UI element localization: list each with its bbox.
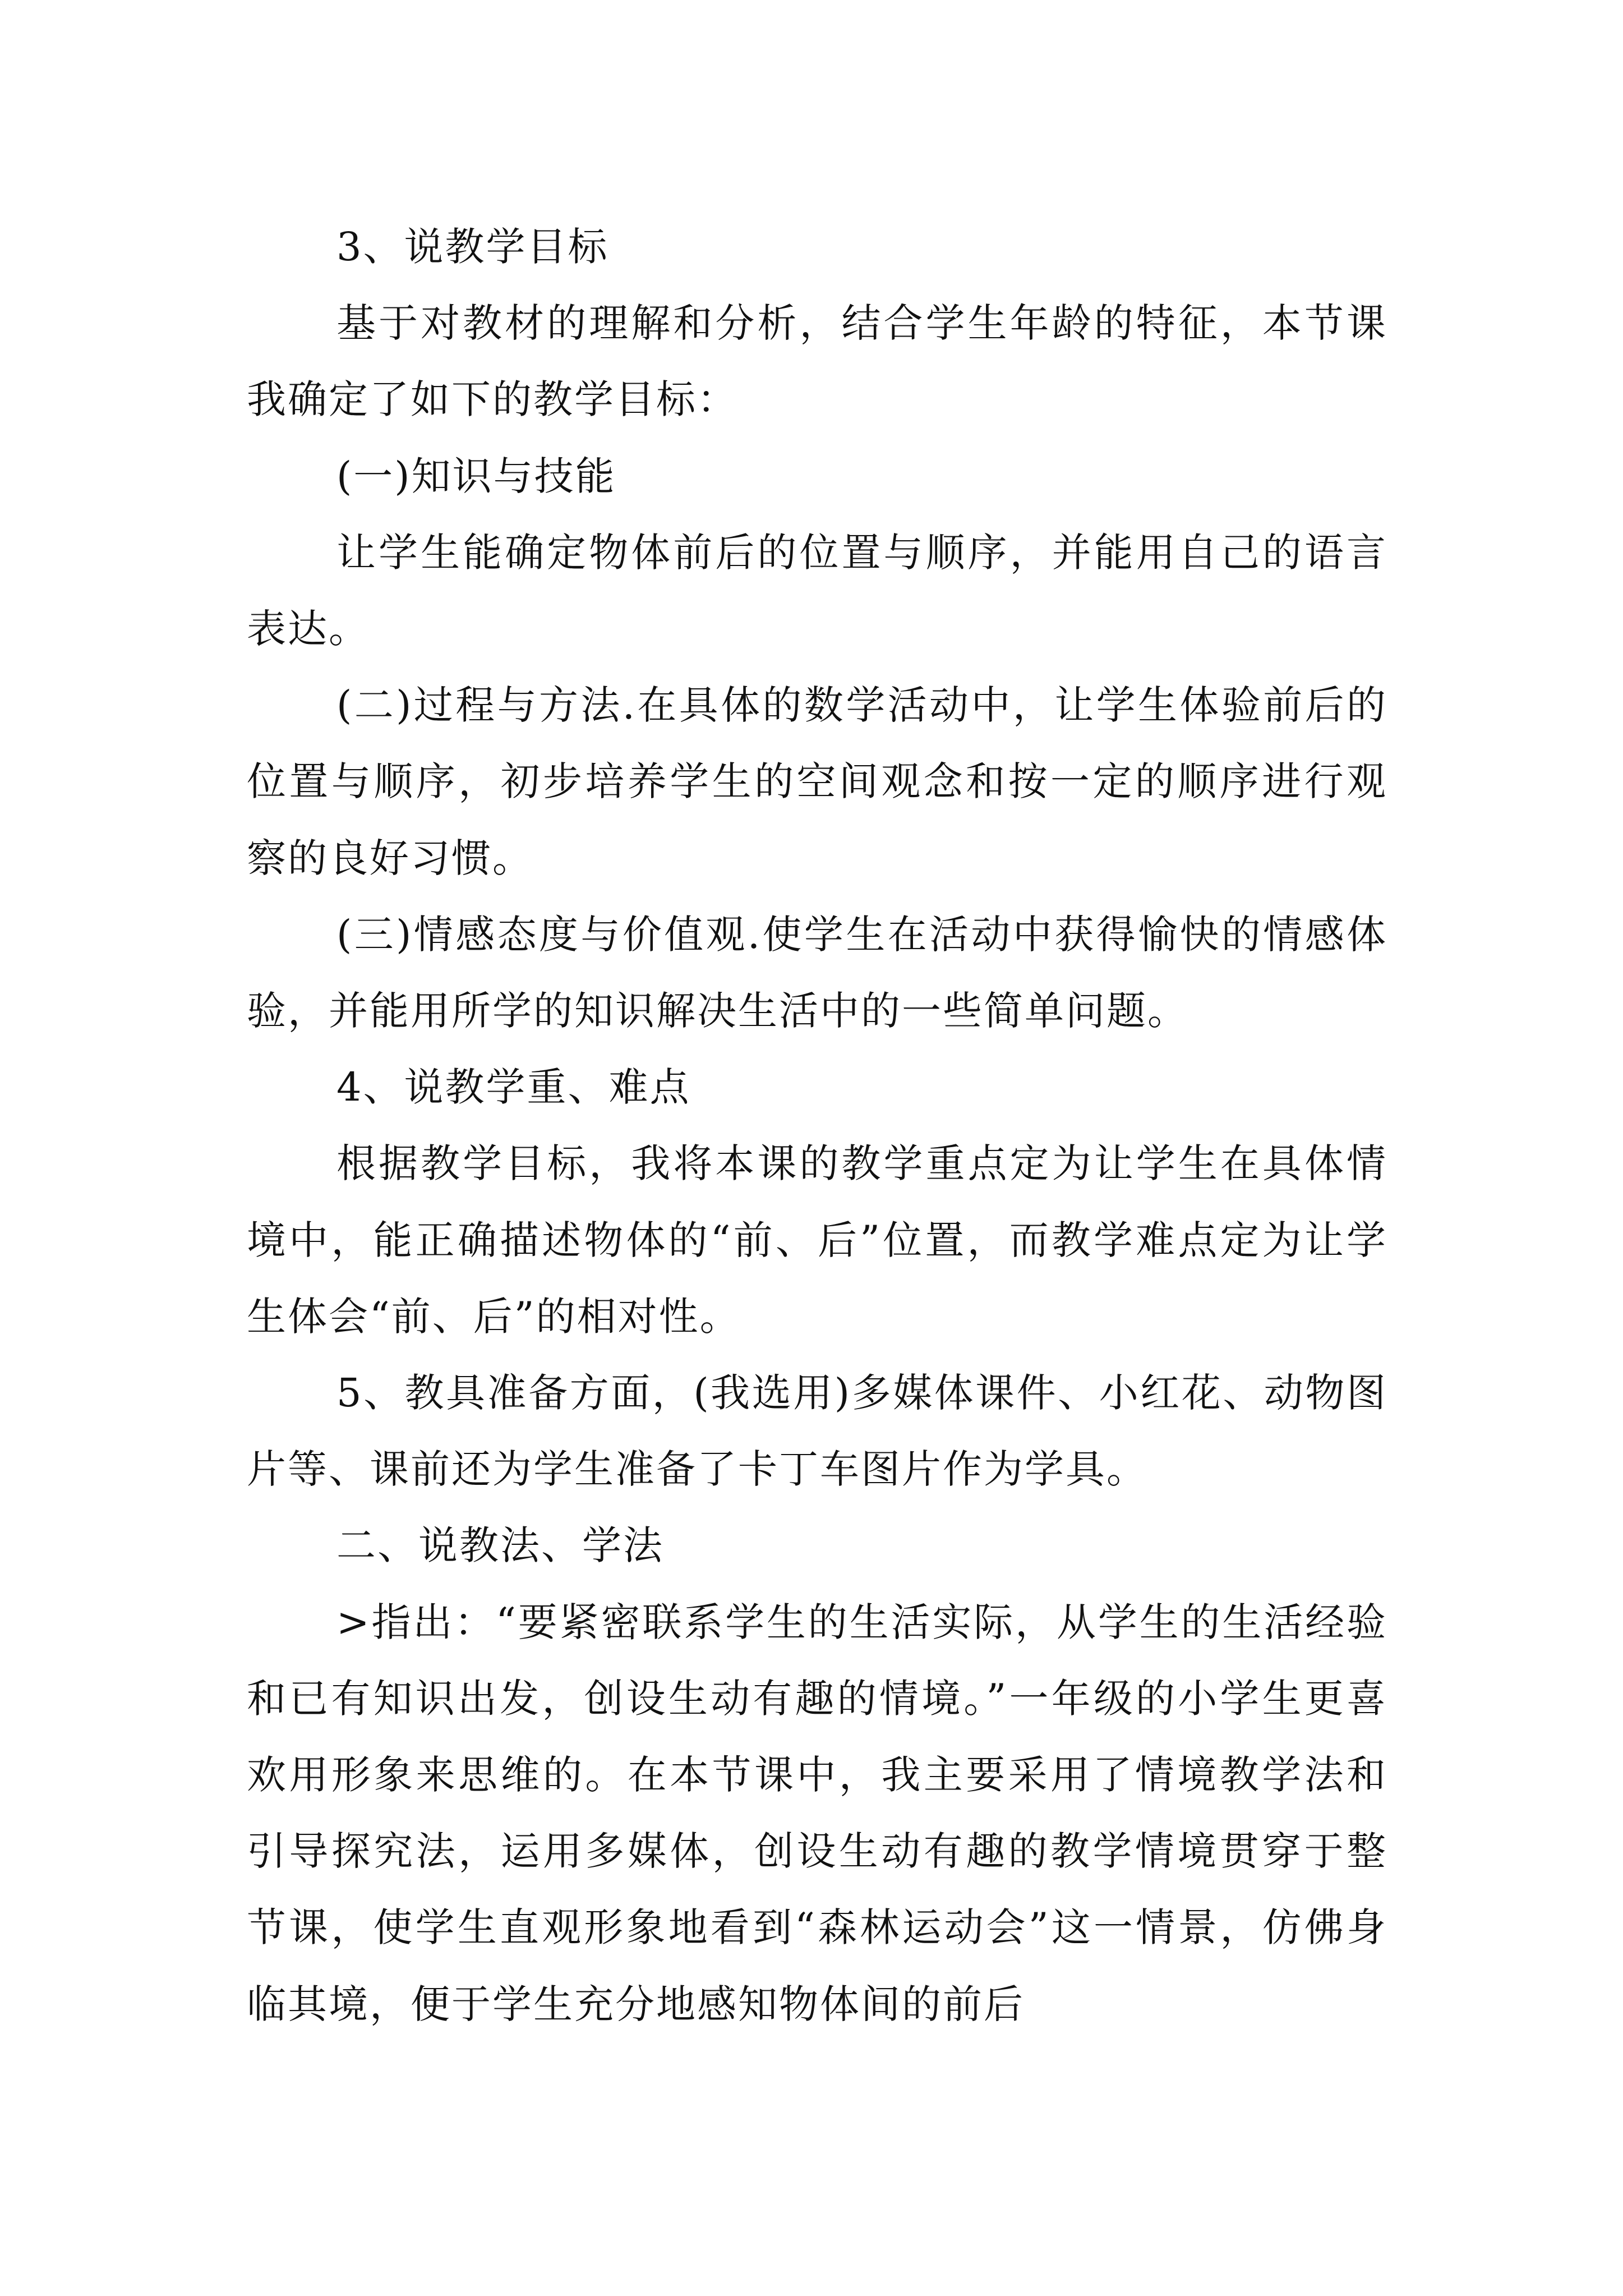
heading-key-difficult-points: 4、说教学重、难点 [336, 1064, 691, 1111]
document-body [247, 209, 1387, 2042]
paragraph-objectives-intro: 基于对教材的理解和分析，结合学生年龄的特征，本节课我确定了如下的教学目标： [247, 300, 1387, 423]
paragraph-knowledge-skills: 让学生能确定物体前后的位置与顺序，并能用自己的语言表达。 [247, 529, 1387, 652]
heading-teaching-objectives: 3、说教学目标 [336, 224, 609, 270]
paragraph-process-methods: (二)过程与方法.在具体的数学活动中，让学生体验前后的位置与顺序，初步培养学生的空间观念和按一定的顺序进行观察的良好习惯。 [247, 682, 1387, 881]
paragraph-key-difficult-points: 根据教学目标，我将本课的教学重点定为让学生在具体情境中，能正确描述物体的“前、后”位置，而教学难点定为让学生体会“前、后”的相对性。 [247, 1140, 1387, 1340]
paragraph-teaching-aids: 5、教具准备方面，(我选用)多媒体课件、小红花、动物图片等、课前还为学生准备了卡丁车图片作为学具。 [247, 1370, 1387, 1493]
paragraph-emotion-values: (三)情感态度与价值观.使学生在活动中获得愉快的情感体验，并能用所学的知识解决生活中的一些简单问题。 [247, 911, 1387, 1034]
subheading-knowledge-skills: (一)知识与技能 [336, 453, 616, 499]
heading-teaching-learning-methods: 二、说教法、学法 [336, 1522, 664, 1569]
paragraph-teaching-methods: >指出：“要紧密联系学生的生活实际，从学生的生活经验和已有知识出发，创设生动有趣的情境。”一年级的小学生更喜欢用形象来思维的。在本节课中，我主要采用了情境教学法和引导探究法，运用多媒体，创设生动有趣的教学情境贯穿于整节课，使学生直观形象地看到“森林运动会”这一情景，仿佛身临其境，便于学生充分地感知物体间的前后 [247, 1599, 1387, 2027]
